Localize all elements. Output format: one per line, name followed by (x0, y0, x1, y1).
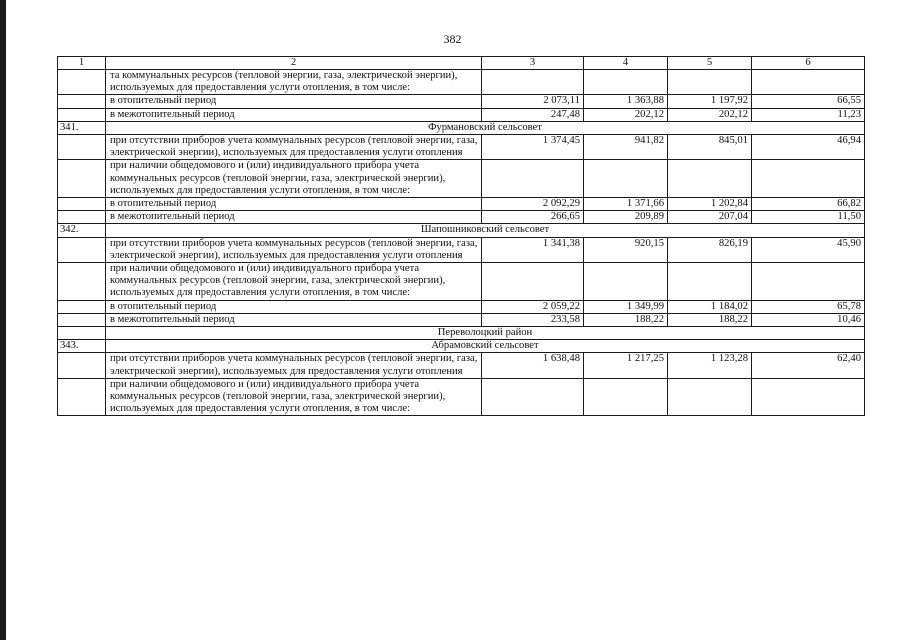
value-col-5 (668, 378, 752, 416)
value-col-4: 1 363,88 (584, 95, 668, 108)
row-number (58, 135, 106, 160)
column-header: 6 (752, 57, 865, 70)
row-number (58, 70, 106, 95)
value-col-3: 2 073,11 (482, 95, 584, 108)
value-col-4: 941,82 (584, 135, 668, 160)
value-col-4: 1 217,25 (584, 353, 668, 378)
row-description: при наличии общедомового и (или) индивидуального прибора учета коммунальных ресурсов (тепловой энергии, газа, электрической энергии), используемых для предоставления услуги отопления, в том числе: (106, 263, 482, 301)
value-col-5 (668, 263, 752, 301)
row-number (58, 300, 106, 313)
value-col-5: 1 202,84 (668, 198, 752, 211)
value-col-3: 266,65 (482, 211, 584, 224)
row-number (58, 263, 106, 301)
value-col-6: 66,55 (752, 95, 865, 108)
table-row (58, 378, 865, 416)
value-col-3: 2 059,22 (482, 300, 584, 313)
value-col-6: 65,78 (752, 300, 865, 313)
value-col-3: 233,58 (482, 313, 584, 326)
row-number (58, 160, 106, 198)
value-col-3: 1 374,45 (482, 135, 584, 160)
section-title: Абрамовский сельсовет (106, 340, 865, 353)
row-number (58, 108, 106, 121)
row-description: при отсутствии приборов учета коммунальных ресурсов (тепловой энергии, газа, электрической энергии), используемых для предоставления услуги отопления (106, 353, 482, 378)
scan-edge-bar (0, 0, 6, 640)
value-col-5: 207,04 (668, 211, 752, 224)
column-header: 5 (668, 57, 752, 70)
row-number: 342. (58, 224, 106, 237)
column-header: 4 (584, 57, 668, 70)
row-description: в межотопительный период (106, 313, 482, 326)
value-col-3 (482, 70, 584, 95)
value-col-5: 202,12 (668, 108, 752, 121)
value-col-4: 188,22 (584, 313, 668, 326)
table-row (58, 198, 865, 211)
value-col-4 (584, 70, 668, 95)
value-col-6: 45,90 (752, 237, 865, 262)
row-description: при наличии общедомового и (или) индивидуального прибора учета коммунальных ресурсов (тепловой энергии, газа, электрической энергии), используемых для предоставления услуги отопления, в том числе: (106, 378, 482, 416)
table-row (58, 70, 865, 95)
value-col-4: 1 371,66 (584, 198, 668, 211)
column-header: 2 (106, 57, 482, 70)
table-header-row (58, 57, 865, 70)
value-col-6: 66,82 (752, 198, 865, 211)
value-col-5 (668, 70, 752, 95)
section-title: Переволоцкий район (106, 327, 865, 340)
row-description: в отопительный период (106, 198, 482, 211)
table-row (58, 353, 865, 378)
table-row (58, 95, 865, 108)
section-header-row (58, 121, 865, 134)
page-number: 382 (443, 32, 462, 46)
table-row (58, 108, 865, 121)
value-col-3: 247,48 (482, 108, 584, 121)
row-description: в межотопительный период (106, 108, 482, 121)
value-col-3 (482, 263, 584, 301)
value-col-6 (752, 263, 865, 301)
table-row (58, 237, 865, 262)
row-description: при отсутствии приборов учета коммунальных ресурсов (тепловой энергии, газа, электрической энергии), используемых для предоставления услуги отопления (106, 135, 482, 160)
row-number (58, 327, 106, 340)
row-number: 341. (58, 121, 106, 134)
value-col-3: 1 638,48 (482, 353, 584, 378)
row-number (58, 353, 106, 378)
row-description: в межотопительный период (106, 211, 482, 224)
value-col-5: 1 184,02 (668, 300, 752, 313)
value-col-5 (668, 160, 752, 198)
table-row (58, 211, 865, 224)
tariff-table (57, 56, 865, 416)
value-col-3 (482, 160, 584, 198)
value-col-5: 188,22 (668, 313, 752, 326)
value-col-6 (752, 70, 865, 95)
row-number (58, 378, 106, 416)
value-col-4 (584, 263, 668, 301)
row-description: при наличии общедомового и (или) индивидуального прибора учета коммунальных ресурсов (тепловой энергии, газа, электрической энергии), используемых для предоставления услуги отопления, в том числе: (106, 160, 482, 198)
table-row (58, 135, 865, 160)
value-col-4: 1 349,99 (584, 300, 668, 313)
value-col-4 (584, 378, 668, 416)
value-col-6: 11,50 (752, 211, 865, 224)
section-title: Шапошниковский сельсовет (106, 224, 865, 237)
value-col-4: 920,15 (584, 237, 668, 262)
table-row (58, 300, 865, 313)
value-col-4: 209,89 (584, 211, 668, 224)
value-col-6: 62,40 (752, 353, 865, 378)
column-header: 3 (482, 57, 584, 70)
value-col-4 (584, 160, 668, 198)
row-description: в отопительный период (106, 95, 482, 108)
value-col-6 (752, 378, 865, 416)
column-header: 1 (58, 57, 106, 70)
table-row (58, 313, 865, 326)
row-description: в отопительный период (106, 300, 482, 313)
section-title: Фурмановский сельсовет (106, 121, 865, 134)
row-description: та коммунальных ресурсов (тепловой энергии, газа, электрической энергии), используемых для предоставления услуги отопления, в том числе: (106, 70, 482, 95)
value-col-4: 202,12 (584, 108, 668, 121)
row-number: 343. (58, 340, 106, 353)
table-row (58, 263, 865, 301)
value-col-3 (482, 378, 584, 416)
section-header-row (58, 340, 865, 353)
value-col-3: 1 341,38 (482, 237, 584, 262)
row-description: при отсутствии приборов учета коммунальных ресурсов (тепловой энергии, газа, электрической энергии), используемых для предоставления услуги отопления (106, 237, 482, 262)
value-col-6: 10,46 (752, 313, 865, 326)
value-col-5: 1 197,92 (668, 95, 752, 108)
value-col-5: 826,19 (668, 237, 752, 262)
row-number (58, 211, 106, 224)
row-number (58, 95, 106, 108)
section-header-row (58, 327, 865, 340)
row-number (58, 198, 106, 211)
value-col-5: 1 123,28 (668, 353, 752, 378)
table-body (58, 57, 865, 416)
row-number (58, 313, 106, 326)
table-row (58, 160, 865, 198)
row-number (58, 237, 106, 262)
value-col-6: 11,23 (752, 108, 865, 121)
section-header-row (58, 224, 865, 237)
value-col-6: 46,94 (752, 135, 865, 160)
value-col-5: 845,01 (668, 135, 752, 160)
value-col-3: 2 092,29 (482, 198, 584, 211)
value-col-6 (752, 160, 865, 198)
